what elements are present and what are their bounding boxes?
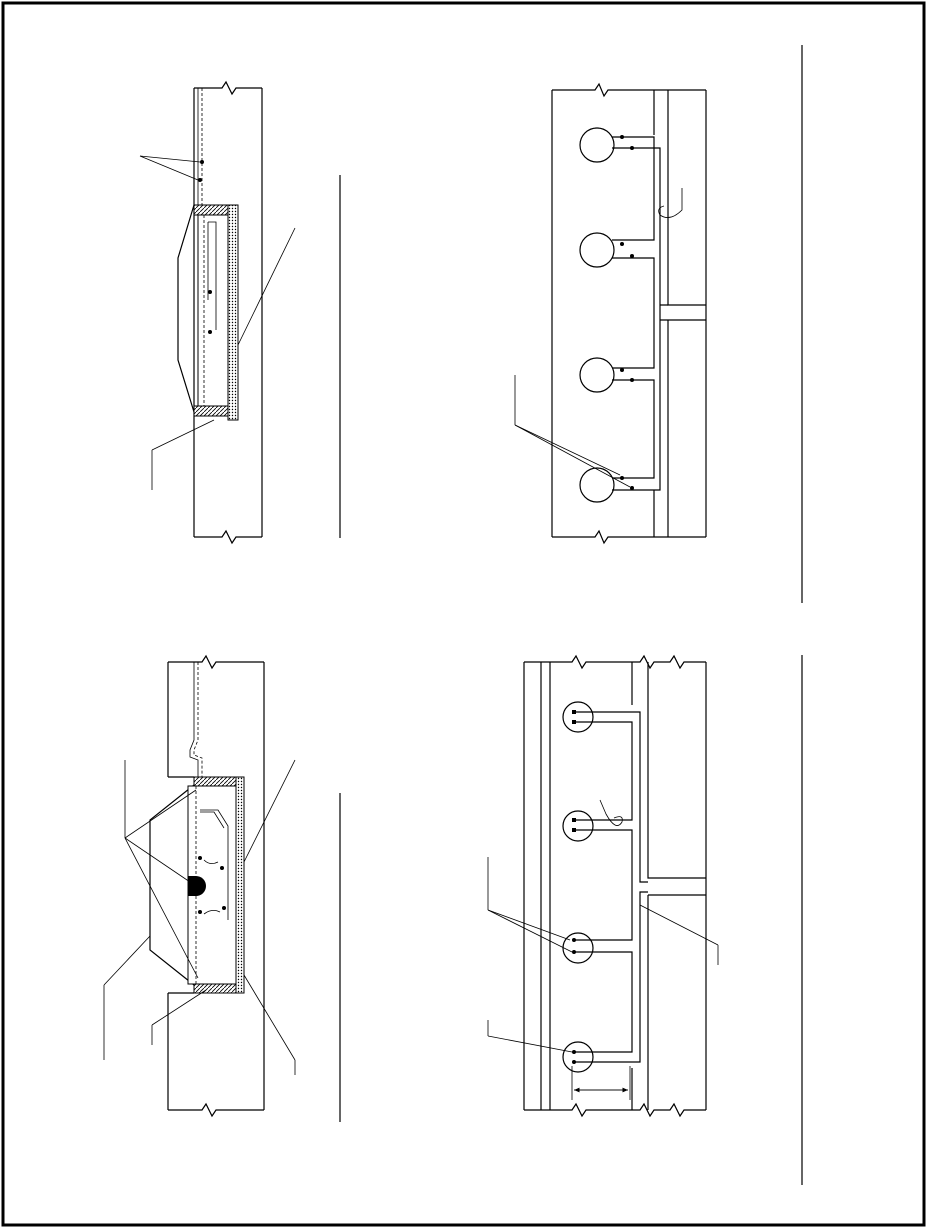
pad-6 (563, 811, 593, 841)
pad-2 (580, 233, 614, 267)
pad-8 (563, 1042, 593, 1072)
pad-7 (563, 933, 593, 963)
panel-bottom-left (104, 656, 340, 1122)
panel-top-left (140, 82, 340, 543)
pad-5 (563, 702, 593, 732)
sheet-border (3, 3, 924, 1225)
pad-3 (580, 358, 614, 392)
panel-top-right (515, 45, 802, 603)
panel-bottom-right (488, 655, 802, 1185)
pad-4 (580, 468, 614, 502)
pad-1 (580, 128, 614, 162)
